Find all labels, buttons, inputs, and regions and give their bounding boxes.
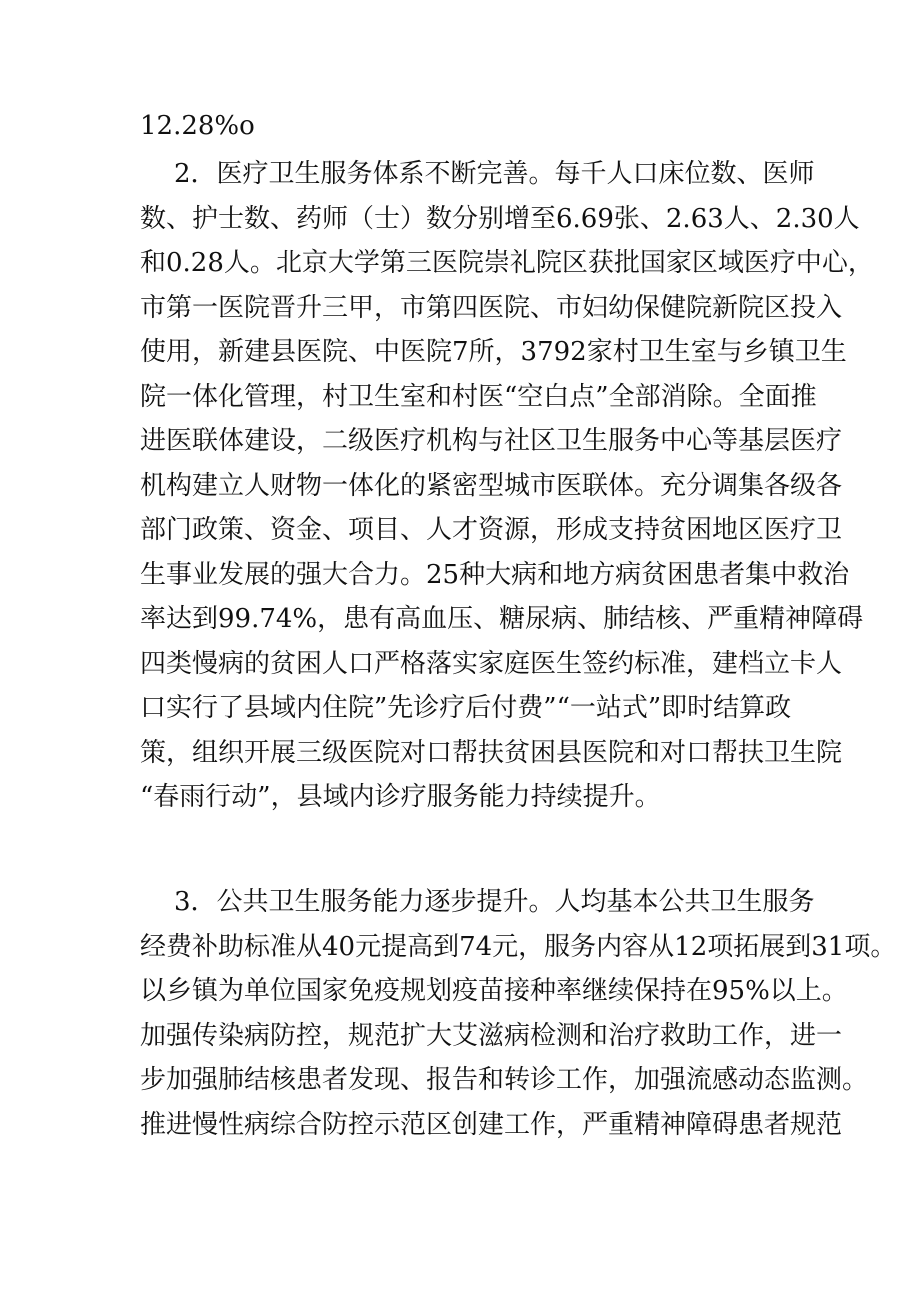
text-line: 生事业发展的强大合力。25种大病和地方病贫困患者集中救治 — [140, 559, 850, 590]
paragraph-first-line: 3．公共卫生服务能力逐步提升。人均基本公共卫生服务 — [174, 887, 815, 917]
text-line: 部门政策、资金、项目、人才资源，形成支持贫困地区医疗卫 — [140, 515, 843, 545]
text-line: 机构建立人财物一体化的紧密型城市医联体。充分调集各级各 — [140, 470, 843, 501]
text-line: 率达到99.74%，患有高血压、糖尿病、肺结核、严重精神障碍 — [140, 604, 864, 634]
text-line: 经费补助标准从40元提高到74元，服务内容从12项拓展到31项。 — [140, 931, 897, 962]
text-line: 口实行了县域内住院”先诊疗后付费”“一站式”即时结算政 — [140, 693, 792, 723]
paragraph-continuation — [140, 104, 800, 149]
text-line: 加强传染病防控，规范扩大艾滋病检测和治疗救助工作，进一 — [140, 1020, 843, 1051]
text-line: 数、护士数、药师（士）数分别增至6.69张、2.63人、2.30人 — [140, 203, 860, 234]
text-line: 以乡镇为单位国家免疫规划疫苗接种率继续保持在95%以上。 — [140, 976, 848, 1006]
paragraph-section-3 — [140, 880, 897, 1147]
text-line: 市第一医院晋升三甲，市第四医院、市妇幼保健院新院区投入 — [140, 292, 843, 323]
text-line: 使用，新建县医院、中医院7所，3792家村卫生室与乡镇卫生 — [140, 337, 847, 367]
text-line: “春雨行动”，县域内诊疗服务能力持续提升。 — [140, 782, 661, 812]
text-line: 四类慢病的贫困人口严格落实家庭医生签约标准，建档立卡人 — [140, 648, 843, 679]
text-line: 院一体化管理，村卫生室和村医“空白点”全部消除。全面推 — [140, 381, 817, 412]
paragraph-section-2 — [140, 152, 874, 820]
text-line: 步加强肺结核患者发现、报告和转诊工作，加强流感动态监测。 — [140, 1065, 869, 1095]
text-line: 进医联体建设，二级医疗机构与社区卫生服务中心等基层医疗 — [140, 426, 843, 456]
text-line: 推进慢性病综合防控示范区创建工作，严重精神障碍患者规范 — [140, 1109, 843, 1140]
paragraph-first-line: 2．医疗卫生服务体系不断完善。每千人口床位数、医师 — [174, 159, 815, 189]
text-line: 策，组织开展三级医院对口帮扶贫困县医院和对口帮扶卫生院 — [140, 737, 843, 768]
text-line: 12.28%o — [140, 111, 255, 141]
text-line: 和0.28人。北京大学第三医院崇礼院区获批国家区域医疗中心， — [140, 248, 874, 278]
